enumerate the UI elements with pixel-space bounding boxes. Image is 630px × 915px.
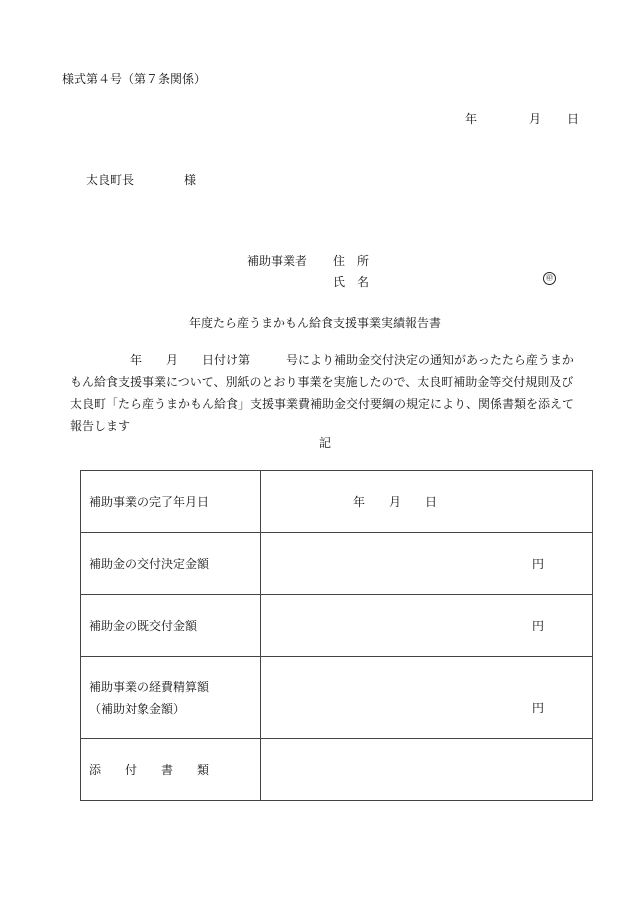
table-row xyxy=(81,595,593,657)
date-day-label: 日 xyxy=(567,112,580,126)
name-label: 氏 名 xyxy=(333,275,370,289)
completion-date-label: 補助事業の完了年月日 xyxy=(81,471,261,533)
attachments-label xyxy=(81,739,261,801)
date-year-label: 年 xyxy=(465,112,478,126)
decision-amount-cell[interactable] xyxy=(261,533,593,595)
decision-amount-label: 補助金の交付決定金額 xyxy=(81,533,261,595)
report-table xyxy=(80,470,593,801)
attachments-char: 添 xyxy=(89,763,102,777)
attachments-cell[interactable] xyxy=(261,739,593,801)
completion-date-value: 年 月 日 xyxy=(353,495,438,509)
attachments-char: 付 xyxy=(125,763,138,777)
applicant-label: 補助事業者 xyxy=(247,254,308,268)
settlement-label-line1: 補助事業の経費精算額 xyxy=(89,679,210,694)
table-row xyxy=(81,657,593,739)
addressee xyxy=(86,171,196,188)
addressee-honorific: 様 xyxy=(184,173,197,187)
seal-mark: ㊞ xyxy=(543,272,556,285)
attachments-char: 書 xyxy=(161,763,174,777)
completion-date-cell[interactable] xyxy=(261,471,593,533)
settlement-label-line2: （補助対象金額） xyxy=(89,701,186,716)
date-month-label: 月 xyxy=(529,112,542,126)
form-number: 様式第４号（第７条関係） xyxy=(62,72,207,86)
report-body: 年 月 日付け第 号により補助金交付決定の通知があったたら産うまかもん給食支援事業について、別紙のとおり事業を実施したので、太良町補助金等交付規則及び太良町「たら産うまかもん給食」支援事業費補助金交付要綱の規定により、関係書類を添えて報告します xyxy=(70,353,575,433)
paid-amount-cell[interactable] xyxy=(261,595,593,657)
settlement-amount-label xyxy=(81,657,261,739)
table-row xyxy=(81,471,593,533)
attachments-char: 類 xyxy=(197,763,210,777)
yen-unit: 円 xyxy=(531,619,544,633)
addressee-name: 太良町長 xyxy=(86,173,135,187)
document-title: 年度たら産うまかもん給食支援事業実績報告書 xyxy=(188,316,441,330)
table-row xyxy=(81,739,593,801)
ki-heading: 記 xyxy=(318,436,331,450)
paid-amount-label: 補助金の既交付金額 xyxy=(81,595,261,657)
yen-unit: 円 xyxy=(531,701,544,715)
submission-date xyxy=(465,110,579,127)
settlement-amount-cell[interactable] xyxy=(261,657,593,739)
table-row xyxy=(81,533,593,595)
yen-unit: 円 xyxy=(531,557,544,571)
address-label: 住 所 xyxy=(333,254,370,268)
